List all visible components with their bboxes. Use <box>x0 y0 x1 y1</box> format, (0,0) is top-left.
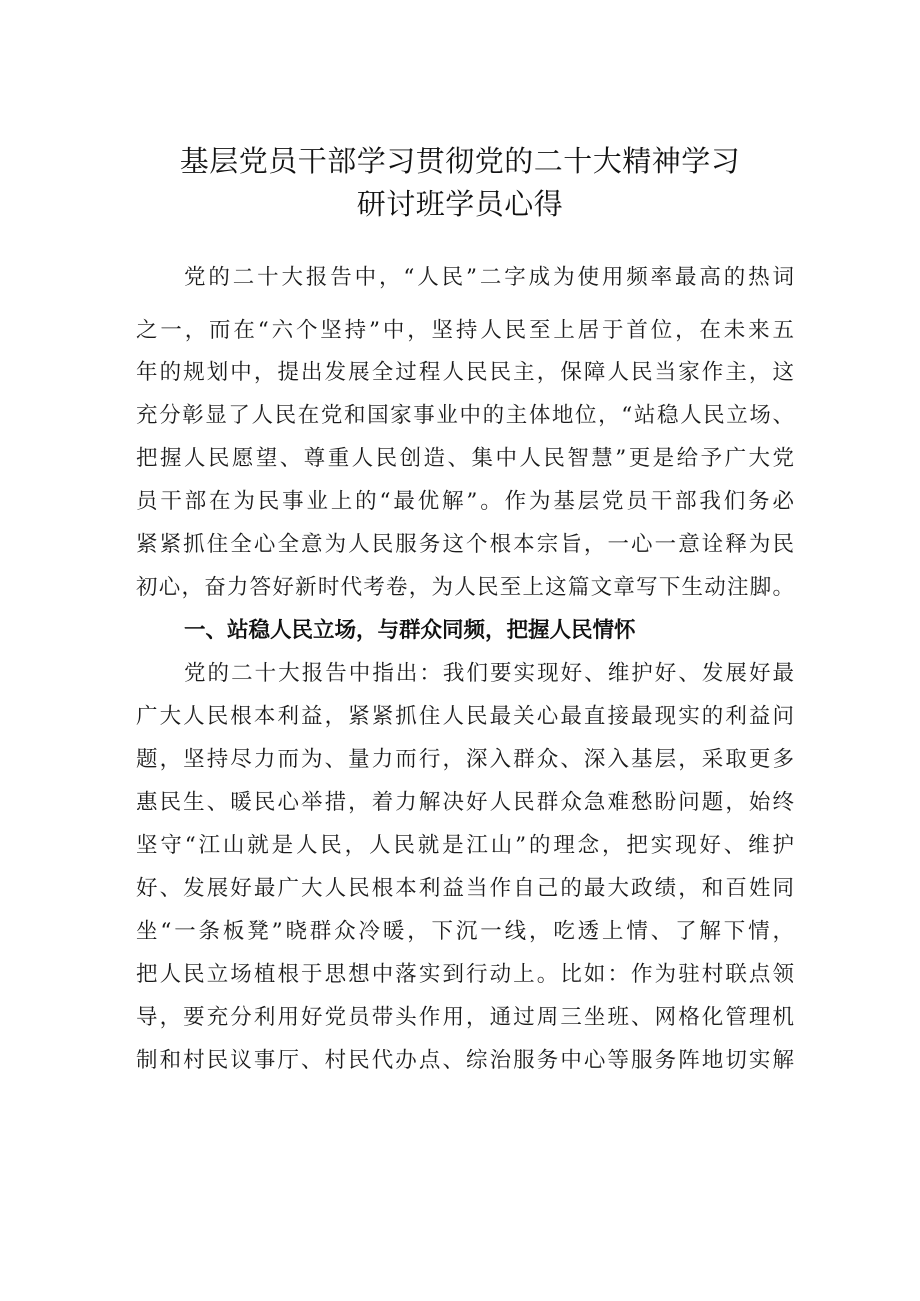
paragraph-1-line: 紧紧抓住全心全意为人民服务这个根本宗旨，一心一意诠释为民 <box>136 532 794 557</box>
paragraph-1-line: 员干部在为民事业上的“最优解”。作为基层党员干部我们务必 <box>136 489 794 514</box>
paragraph-2-line: 题，坚持尽力而为、量力而行，深入群众、深入基层，采取更多 <box>136 747 794 772</box>
paragraph-2-line: 坐“一条板凳”晓群众冷暖，下沉一线，吃透上情、了解下情， <box>136 919 794 944</box>
document-title-line-1: 基层党员干部学习贯彻党的二十大精神学习 <box>179 144 741 178</box>
paragraph-2-line: 坚守“江山就是人民，人民就是江山”的理念，把实现好、维护 <box>136 833 794 858</box>
paragraph-1-line: 年的规划中，提出发展全过程人民民主，保障人民当家作主，这 <box>136 360 794 385</box>
paragraph-2-line: 好、发展好最广大人民根本利益当作自己的最大政绩，和百姓同 <box>136 876 794 901</box>
paragraph-1-line: 党的二十大报告中，“人民”二字成为使用频率最高的热词 <box>184 265 794 290</box>
paragraph-1-line: 之一，而在“六个坚持”中，坚持人民至上居于首位，在未来五 <box>136 318 794 343</box>
paragraph-2-line: 制和村民议事厅、村民代办点、综治服务中心等服务阵地切实解 <box>136 1048 794 1073</box>
paragraph-2-line: 惠民生、暖民心举措，着力解决好人民群众急难愁盼问题，始终 <box>136 790 794 815</box>
paragraph-2-line: 把人民立场植根于思想中落实到行动上。比如：作为驻村联点领 <box>136 962 794 987</box>
paragraph-2-line: 导，要充分利用好党员带头作用，通过周三坐班、网格化管理机 <box>136 1005 794 1030</box>
paragraph-1-line: 充分彰显了人民在党和国家事业中的主体地位，“站稳人民立场、 <box>136 403 794 428</box>
paragraph-1-line: 初心，奋力答好新时代考卷，为人民至上这篇文章写下生动注脚。 <box>136 575 794 600</box>
paragraph-2-line: 广大人民根本利益，紧紧抓住人民最关心最直接最现实的利益问 <box>136 704 794 729</box>
document-title-line-2: 研讨班学员心得 <box>356 187 564 221</box>
paragraph-2-line: 党的二十大报告中指出：我们要实现好、维护好、发展好最 <box>184 661 794 686</box>
paragraph-1-line: 把握人民愿望、尊重人民创造、集中人民智慧”更是给予广大党 <box>136 446 794 471</box>
section-heading-1: 一、站稳人民立场，与群众同频，把握人民情怀 <box>184 618 636 643</box>
